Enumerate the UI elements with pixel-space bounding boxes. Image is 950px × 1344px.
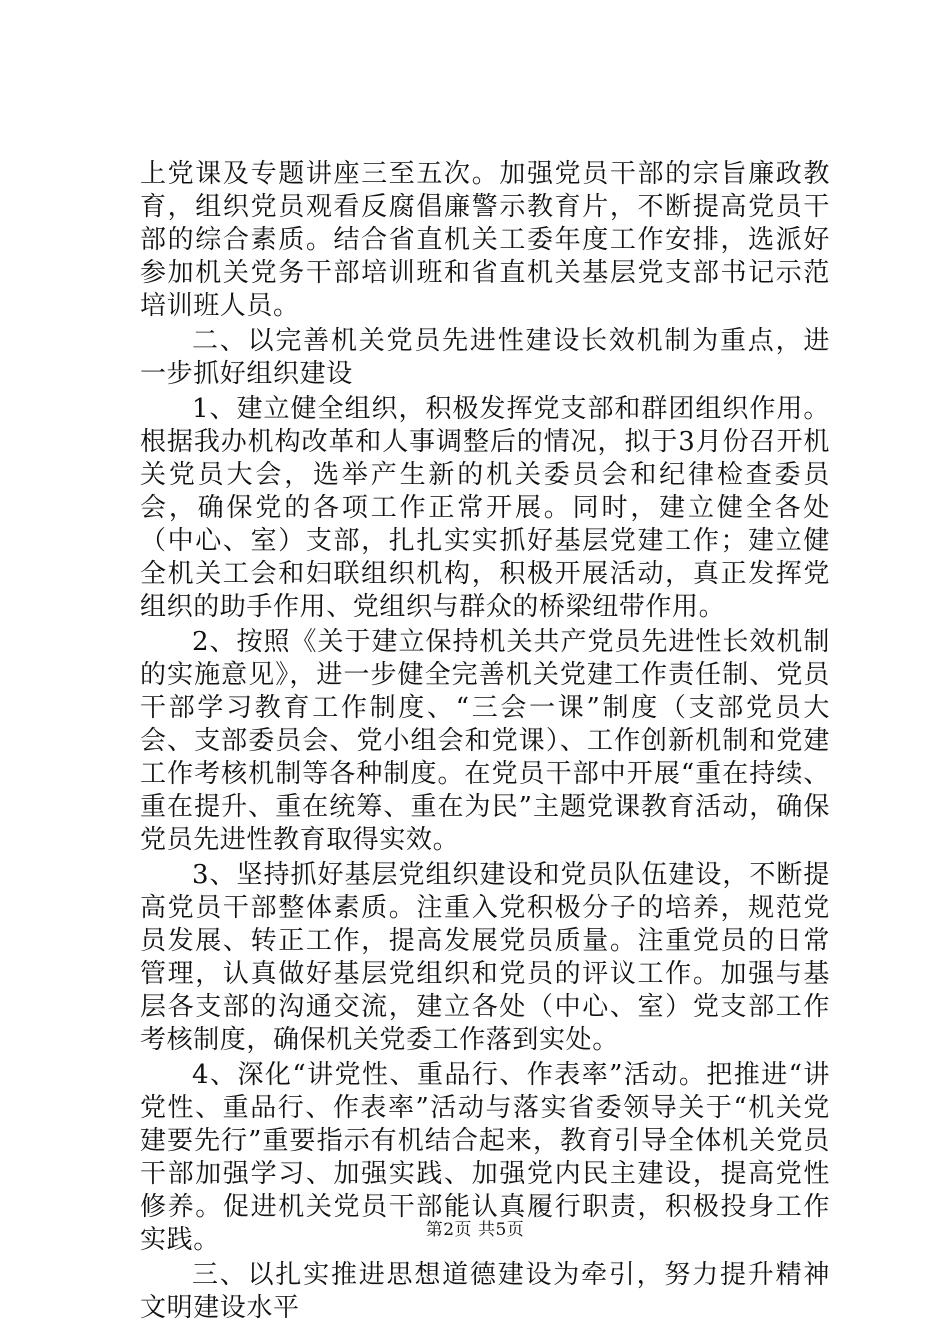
document-body xyxy=(140,158,830,1327)
paragraph-item-2: 2、按照《关于建立保持机关共产党员先进性长效机制的实施意见》，进一步健全完善机关党建工作责任制、党员干部学习教育工作制度、“三会一课”制度（支部党员大会、支部委员会、党小组会和党课）、工作创新机制和党建工作考核机制等各种制度。在党员干部中开展“重在持续、重在提升、重在统筹、重在为民”主题党课教育活动，确保党员先进性教育取得实效。 xyxy=(140,627,830,855)
paragraph-item-3: 3、坚持抓好基层党组织建设和党员队伍建设，不断提高党员干部整体素质。注重入党积极分子的培养，规范党员发展、转正工作，提高发展党员质量。注重党员的日常管理，认真做好基层党组织和党员的评议工作。加强与基层各支部的沟通交流，建立各处（中心、室）党支部工作考核制度，确保机关党委工作落到实处。 xyxy=(140,860,830,1055)
paragraph-item-4: 4、深化“讲党性、重品行、作表率”活动。把推进“讲党性、重品行、作表率”活动与落实省委领导关于“机关党建要先行”重要指示有机结合起来，教育引导全体机关党员干部加强学习、加强实践、加强党内民主建设，提高党性修养。促进机关党员干部能认真履行职责，积极投身工作实践。 xyxy=(140,1060,830,1255)
section-heading-two: 二、以完善机关党员先进性建设长效机制为重点，进一步抓好组织建设 xyxy=(140,326,830,389)
paragraph-item-1: 1、建立健全组织，积极发挥党支部和群团组织作用。根据我办机构改革和人事调整后的情况，拟于3月份召开机关党员大会，选举产生新的机关委员会和纪律检查委员会，确保党的各项工作正常开展。同时，建立健全各处（中心、室）支部，扎扎实实抓好基层党建工作；建立健全机关工会和妇联组织机构，积极开展活动，真正发挥党组织的助手作用、党组织与群众的桥梁纽带作用。 xyxy=(140,394,830,622)
page-number-footer: 第2页 共5页 xyxy=(425,1220,525,1240)
section-heading-three: 三、以扎实推进思想道德建设为牵引，努力提升精神文明建设水平 xyxy=(140,1260,830,1323)
paragraph-continuation: 上党课及专题讲座三至五次。加强党员干部的宗旨廉政教育，组织党员观看反腐倡廉警示教育片，不断提高党员干部的综合素质。结合省直机关工委年度工作安排，选派好参加机关党务干部培训班和省直机关基层党支部书记示范培训班人员。 xyxy=(140,159,830,321)
